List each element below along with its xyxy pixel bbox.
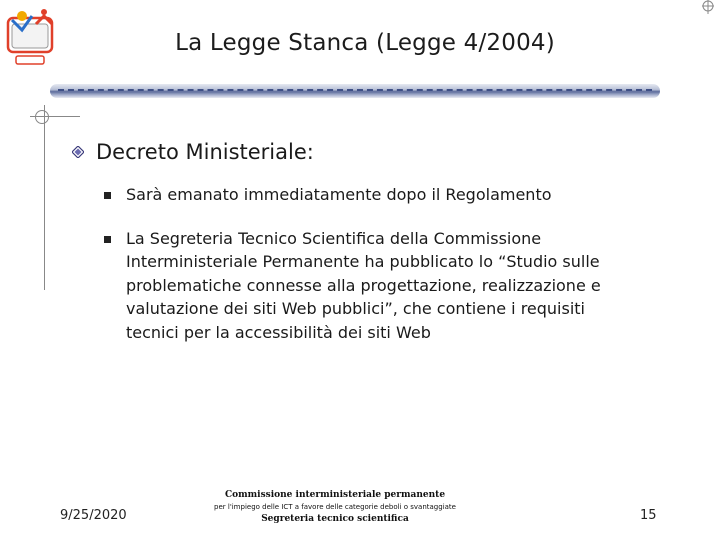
decorative-vertical-line [44,105,45,290]
diamond-bullet-icon [72,146,84,158]
footer-org-line2: per l'impiego delle ICT a favore delle categorie deboli o svantaggiate [214,503,456,511]
list-item [104,183,624,207]
square-bullet-icon [104,192,111,199]
level1-item [72,140,314,164]
footer-date: 9/25/2020 [60,508,127,523]
bullet-text: La Segreteria Tecnico Scientifica della Commissione Interministeriale Permanente ha pubblicato lo “Studio sulle problematiche connesse alla progettazione, realizzazione e valutazione dei siti Web pubblici”, che contiene i requisiti tecnici per la accessibilità dei siti Web [126,228,601,342]
bullet-text: Sarà emanato immediatamente dopo il Regolamento [126,185,552,204]
footer-org-line1: Commissione interministeriale permanente [224,490,446,500]
slide-title: La Legge Stanca (Legge 4/2004) [175,30,555,56]
bullet-list [104,183,624,364]
square-bullet-icon [104,236,111,243]
page-number: 15 [640,508,657,523]
corner-crosshair-icon [700,0,716,16]
level1-text: Decreto Ministeriale: [96,140,314,164]
footer-org-line3: Segreteria tecnico scientifica [261,514,409,524]
decorative-circle [35,110,49,124]
title-underline-bar [50,84,660,98]
footer-organization [200,490,470,525]
list-item [104,227,624,345]
commission-logo [2,2,58,72]
